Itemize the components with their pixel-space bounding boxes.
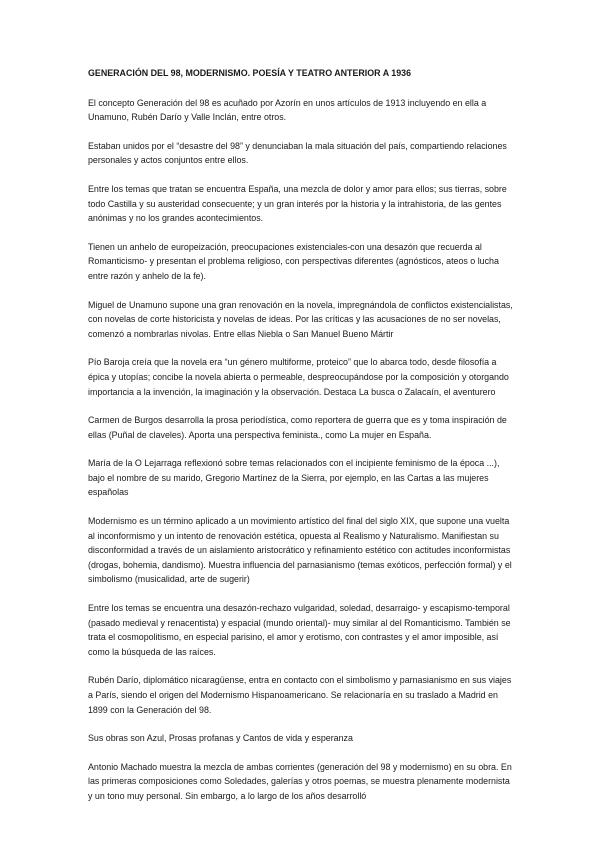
paragraph: Modernismo es un término aplicado a un movimiento artístico del final del siglo XIX, que supone una vuelta al inconformismo y un intento de renovación estética, opuesta al Realismo y Naturalismo. Manifiestan su disconformidad a través de un aislamiento aristocrático y refinamiento estético con actitudes inconformistas (drogas, bohemia, dandismo). Muestra influencia del parnasianismo (temas exóticos, perfección formal) y el simbolismo (musicalidad, arte de sugerir) [88,516,512,585]
paragraph: Pío Baroja creía que la novela era “un género multiforme, proteico” que lo abarca todo, desde filosofía a épica y utopías; concibe la novela abierta o permeable, despreocupándose por la composición y otorgando importancia a la invención, la imaginación y la observación. Destaca La busca o Zalacaín, el aventurero [88,357,509,397]
paragraph: Antonio Machado muestra la mezcla de ambas corrientes (generación del 98 y modernismo) en su obra. En las primeras composiciones como Soledades, galerías y otros poemas, se muestra plenamente modernista y un tono muy personal. Sin embargo, a lo largo de los años desarrolló [88,761,512,801]
paragraph: Entre los temas que tratan se encuentra España, una mezcla de dolor y amor para ellos; sus tierras, sobre todo Castilla y su austeridad consecuente; y un gran interés por la historia y la intrahistoria, de las gentes anónimas y no los grandes acontecimientos. [88,183,507,224]
paragraph: Sus obras son Azul, Prosas profanas y Cantos de vida y esperanza [88,733,353,744]
paragraph: María de la O Lejarraga reflexionó sobre temas relacionados con el incipiente feminismo de la época ...), bajo el nombre de su marido, Gregorio Martínez de la Sierra, por ejemplo, en las Cartas a las mujeres españolas [88,458,500,498]
paragraph: Rubén Darío, diplomático nicaragüense, entra en contacto con el simbolismo y parnasianismo en sus viajes a París, siendo el origen del Modernismo Hispanoamericano. Se relacionaría en su traslado a Madrid en 1899 con la Generación del 98. [88,675,512,715]
paragraph: Miguel de Unamuno supone una gran renovación en la novela, impregnándola de conflictos existencialistas, con novelas de corte historicista y novelas de ideas. Por las críticas y las acusaciones de no ser novelas, comenzó a nombrarlas nivolas. Entre ellas Niebla o San Manuel Bueno Mártir [88,299,513,339]
document-title: GENERACIÓN DEL 98, MODERNISMO. POESÍA Y TEATRO ANTERIOR A 1936 [88,68,412,78]
document-body [88,66,513,818]
paragraph: Carmen de Burgos desarrolla la prosa periodística, como reportera de guerra que es y toma inspiración de ellas (Puñal de claveles). Aporta una perspectiva feminista., como La mujer en España. [88,415,507,440]
paragraph: Estaban unidos por el “desastre del 98” y denunciaban la mala situación del país, compartiendo relaciones personales y actos conjuntos entre ellos. [88,140,507,166]
paragraph: Entre los temas se encuentra una desazón-rechazo vulgaridad, soledad, desarraigo- y escapismo-temporal (pasado medieval y renacentista) y espacial (mundo oriental)- muy similar al del Romanticismo. También se trata el cosmopolitismo, en especial parisino, el amor y erotismo, con contrastes y el amor imposible, así como la búsqueda de las raíces. [88,603,511,657]
paragraph: El concepto Generación del 98 es acuñado por Azorín en unos artículos de 1913 incluyendo en ella a Unamuno, Rubén Darío y Valle Inclán, entre otros. [88,97,487,123]
paragraph: Tienen un anhelo de europeización, preocupaciones existenciales-con una desazón que recuerda al Romanticismo- y presentan el problema religioso, con perspectivas diferentes (agnósticos, ateos o lucha entre razón y anhelo de la fe). [88,241,499,281]
